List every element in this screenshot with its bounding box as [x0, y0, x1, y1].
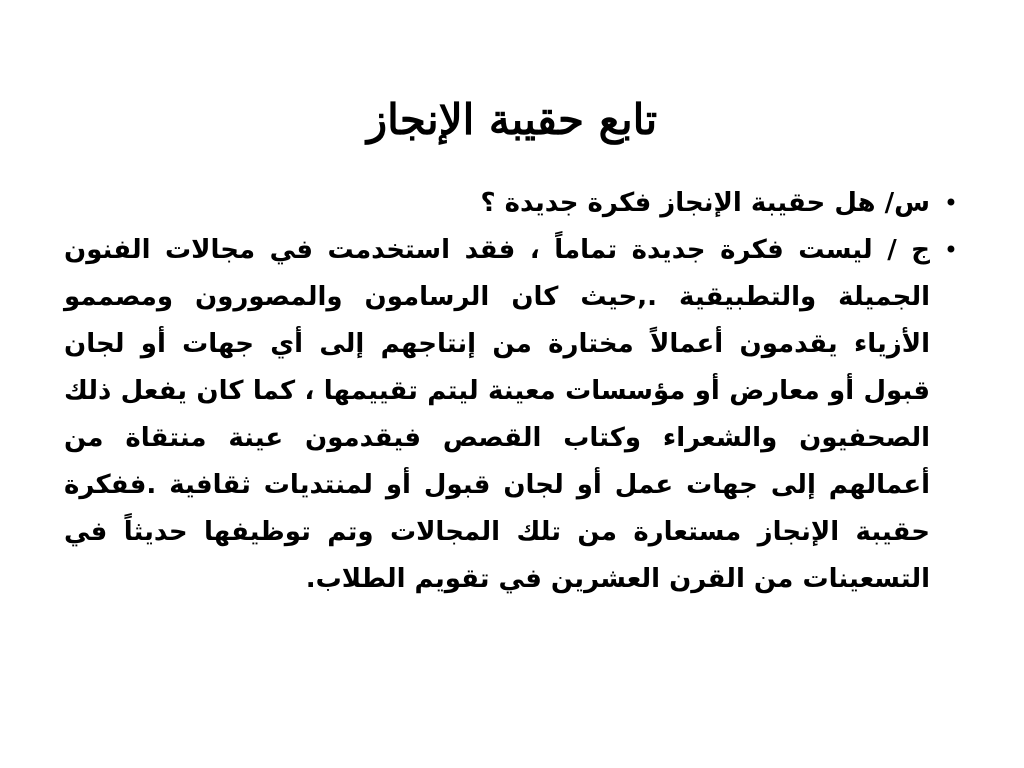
answer-text: ج / ليست فكرة جديدة تماماً ، فقد استخدمت في مجالات الفنون الجميلة والتطبيقية .,حيث كان الرسامون والمصورون ومصممو الأزياء يقدمون أعمالاً مختارة من إنتاجهم إلى أي جهات أو لجان قبول أو معارض أو مؤسسات معينة ليتم تقييمها ، كما كان يفعل ذلك الصحفيون والشعراء وكتاب القصص فيقدمون عينة منتقاة من أعمالهم إلى جهات عمل أو لجان قبول أو لمنتديات ثقافية .ففكرة حقيبة الإنجاز مستعارة من تلك المجالات وتم توظيفها حديثاً في التسعينات من القرن العشرين في تقويم الطلاب.: [64, 235, 930, 594]
slide-title: تابع حقيبة الإنجاز: [366, 95, 658, 145]
bullet-icon: •: [943, 236, 958, 264]
question-text: س/ هل حقيبة الإنجاز فكرة جديدة ؟: [480, 188, 930, 218]
slide-content: [64, 180, 960, 603]
bullet-item-answer: [64, 227, 960, 603]
bullet-item-question: [64, 180, 960, 227]
bullet-list: [64, 180, 960, 603]
bullet-icon: •: [943, 189, 958, 217]
